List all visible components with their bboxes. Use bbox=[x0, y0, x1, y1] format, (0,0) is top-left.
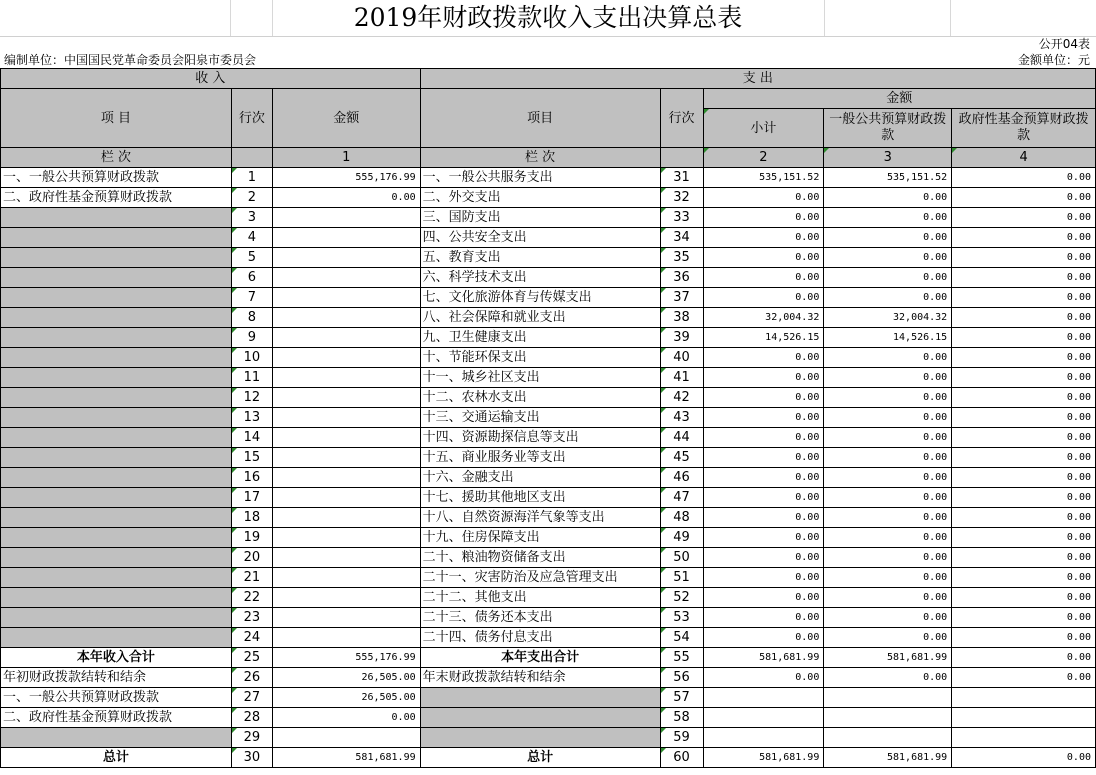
general-budget-cell: 0.00 bbox=[824, 448, 952, 468]
fund-budget-header: 政府性基金预算财政拨款 bbox=[952, 109, 1096, 148]
general-budget-cell: 0.00 bbox=[824, 408, 952, 428]
budget-table bbox=[0, 68, 1096, 768]
income-row-no-cell: 8 bbox=[231, 308, 272, 328]
expense-item-cell: 二十二、其他支出 bbox=[420, 588, 660, 608]
income-row-no-cell: 9 bbox=[231, 328, 272, 348]
fund-budget-cell: 0.00 bbox=[952, 748, 1096, 768]
income-amount-cell bbox=[272, 608, 420, 628]
fund-budget-cell: 0.00 bbox=[952, 528, 1096, 548]
income-row-no-cell: 5 bbox=[231, 248, 272, 268]
expense-item-cell: 十一、城乡社区支出 bbox=[420, 368, 660, 388]
income-row-no-cell: 23 bbox=[231, 608, 272, 628]
expense-row-no-cell: 38 bbox=[660, 308, 703, 328]
income-amount-cell bbox=[272, 628, 420, 648]
income-amount-cell bbox=[272, 308, 420, 328]
table-row bbox=[1, 428, 1096, 448]
expense-item-cell: 总计 bbox=[420, 748, 660, 768]
expense-row-no-cell: 55 bbox=[660, 648, 703, 668]
general-budget-cell: 0.00 bbox=[824, 568, 952, 588]
table-row bbox=[1, 348, 1096, 368]
general-budget-cell: 0.00 bbox=[824, 468, 952, 488]
lanci-label: 栏 次 bbox=[1, 148, 232, 168]
income-item-cell bbox=[1, 428, 232, 448]
subtotal-cell: 0.00 bbox=[703, 248, 824, 268]
general-budget-cell: 0.00 bbox=[824, 348, 952, 368]
income-amount-cell bbox=[272, 588, 420, 608]
expense-row-no-cell: 47 bbox=[660, 488, 703, 508]
income-item-cell bbox=[1, 248, 232, 268]
general-budget-cell: 0.00 bbox=[824, 668, 952, 688]
fund-budget-cell bbox=[952, 728, 1096, 748]
income-amount-cell bbox=[272, 428, 420, 448]
col-index-2: 2 bbox=[703, 148, 824, 168]
subtotal-cell: 535,151.52 bbox=[703, 168, 824, 188]
expense-item-cell: 六、科学技术支出 bbox=[420, 268, 660, 288]
fund-budget-cell: 0.00 bbox=[952, 508, 1096, 528]
income-amount-cell bbox=[272, 468, 420, 488]
income-amount-cell bbox=[272, 328, 420, 348]
expense-item-cell: 年末财政拨款结转和结余 bbox=[420, 668, 660, 688]
income-item-cell: 年初财政拨款结转和结余 bbox=[1, 668, 232, 688]
expense-item-cell: 二十四、债务付息支出 bbox=[420, 628, 660, 648]
expense-row-no-cell: 57 bbox=[660, 688, 703, 708]
fund-budget-cell: 0.00 bbox=[952, 188, 1096, 208]
income-item-cell bbox=[1, 628, 232, 648]
expense-row-no-cell: 58 bbox=[660, 708, 703, 728]
income-amount-cell bbox=[272, 448, 420, 468]
expense-item-cell: 十六、金融支出 bbox=[420, 468, 660, 488]
expense-item-cell: 七、文化旅游体育与传媒支出 bbox=[420, 288, 660, 308]
subtotal-cell: 32,004.32 bbox=[703, 308, 824, 328]
general-budget-cell: 581,681.99 bbox=[824, 748, 952, 768]
expense-item-cell: 八、社会保障和就业支出 bbox=[420, 308, 660, 328]
general-budget-cell: 581,681.99 bbox=[824, 648, 952, 668]
expense-item-header: 项目 bbox=[420, 89, 660, 148]
lanci-blank bbox=[231, 148, 272, 168]
fund-budget-cell: 0.00 bbox=[952, 468, 1096, 488]
general-budget-cell: 0.00 bbox=[824, 208, 952, 228]
expense-row-no-cell: 45 bbox=[660, 448, 703, 468]
expense-item-cell: 二十一、灾害防治及应急管理支出 bbox=[420, 568, 660, 588]
income-row-no-cell: 14 bbox=[231, 428, 272, 448]
income-item-cell bbox=[1, 608, 232, 628]
income-amount-cell bbox=[272, 508, 420, 528]
fund-budget-cell: 0.00 bbox=[952, 288, 1096, 308]
income-item-cell bbox=[1, 368, 232, 388]
fund-budget-cell: 0.00 bbox=[952, 368, 1096, 388]
income-row-no-cell: 6 bbox=[231, 268, 272, 288]
general-budget-cell: 0.00 bbox=[824, 188, 952, 208]
income-amount-cell bbox=[272, 388, 420, 408]
income-row-no-cell: 30 bbox=[231, 748, 272, 768]
income-row-no-cell: 1 bbox=[231, 168, 272, 188]
income-item-cell: 总计 bbox=[1, 748, 232, 768]
income-row-no-cell: 19 bbox=[231, 528, 272, 548]
money-unit-label: 金额单位：元 bbox=[1017, 53, 1090, 67]
expense-row-no-cell: 49 bbox=[660, 528, 703, 548]
expense-row-no-cell: 39 bbox=[660, 328, 703, 348]
lanci-blank-expense bbox=[660, 148, 703, 168]
expense-row-no-cell: 53 bbox=[660, 608, 703, 628]
income-row-no-cell: 15 bbox=[231, 448, 272, 468]
expense-row-no-cell: 44 bbox=[660, 428, 703, 448]
expense-item-cell: 二、外交支出 bbox=[420, 188, 660, 208]
income-item-cell: 本年收入合计 bbox=[1, 648, 232, 668]
page-title: 2019年财政拨款收入支出决算总表 bbox=[353, 3, 743, 32]
general-budget-cell: 32,004.32 bbox=[824, 308, 952, 328]
income-item-cell bbox=[1, 308, 232, 328]
expense-row-no-cell: 48 bbox=[660, 508, 703, 528]
general-budget-cell: 0.00 bbox=[824, 388, 952, 408]
general-budget-cell: 0.00 bbox=[824, 288, 952, 308]
income-amount-cell bbox=[272, 728, 420, 748]
general-budget-cell: 535,151.52 bbox=[824, 168, 952, 188]
subtotal-cell: 0.00 bbox=[703, 188, 824, 208]
expense-item-cell: 五、教育支出 bbox=[420, 248, 660, 268]
subtotal-cell bbox=[703, 728, 824, 748]
table-row bbox=[1, 328, 1096, 348]
general-budget-cell: 0.00 bbox=[824, 488, 952, 508]
income-item-cell bbox=[1, 388, 232, 408]
table-row bbox=[1, 388, 1096, 408]
subtotal-cell bbox=[703, 688, 824, 708]
income-item-cell bbox=[1, 488, 232, 508]
amount-group-header: 金额 bbox=[703, 89, 1096, 109]
table-row bbox=[1, 628, 1096, 648]
general-budget-cell: 0.00 bbox=[824, 588, 952, 608]
income-row-no-cell: 27 bbox=[231, 688, 272, 708]
form-code: 公开04表 bbox=[1038, 37, 1090, 51]
general-budget-cell: 14,526.15 bbox=[824, 328, 952, 348]
income-item-cell bbox=[1, 228, 232, 248]
subtotal-cell: 0.00 bbox=[703, 668, 824, 688]
col-index-1: 1 bbox=[272, 148, 420, 168]
general-budget-cell bbox=[824, 708, 952, 728]
general-budget-cell: 0.00 bbox=[824, 508, 952, 528]
expense-item-cell: 十三、交通运输支出 bbox=[420, 408, 660, 428]
income-amount-cell: 555,176.99 bbox=[272, 168, 420, 188]
subtotal-cell: 14,526.15 bbox=[703, 328, 824, 348]
income-amount-cell: 26,505.00 bbox=[272, 688, 420, 708]
fund-budget-cell: 0.00 bbox=[952, 608, 1096, 628]
subtotal-cell: 0.00 bbox=[703, 608, 824, 628]
income-item-cell: 一、一般公共预算财政拨款 bbox=[1, 688, 232, 708]
table-row bbox=[1, 588, 1096, 608]
table-row bbox=[1, 608, 1096, 628]
expense-item-cell: 二十、粮油物资储备支出 bbox=[420, 548, 660, 568]
income-row-no-cell: 4 bbox=[231, 228, 272, 248]
col-index-4: 4 bbox=[952, 148, 1096, 168]
fund-budget-cell: 0.00 bbox=[952, 408, 1096, 428]
subtotal-cell: 0.00 bbox=[703, 588, 824, 608]
income-row-no-cell: 20 bbox=[231, 548, 272, 568]
table-row bbox=[1, 668, 1096, 688]
general-budget-cell: 0.00 bbox=[824, 428, 952, 448]
fund-budget-cell: 0.00 bbox=[952, 328, 1096, 348]
expense-row-no-cell: 41 bbox=[660, 368, 703, 388]
fund-budget-cell: 0.00 bbox=[952, 388, 1096, 408]
table-row bbox=[1, 248, 1096, 268]
income-amount-cell: 581,681.99 bbox=[272, 748, 420, 768]
income-item-cell bbox=[1, 208, 232, 228]
general-budget-cell: 0.00 bbox=[824, 228, 952, 248]
org-label: 编制单位：中国国民党革命委员会阳泉市委员会 bbox=[4, 53, 257, 67]
subtotal-cell: 0.00 bbox=[703, 288, 824, 308]
expense-row-no-cell: 59 bbox=[660, 728, 703, 748]
income-item-cell bbox=[1, 588, 232, 608]
income-amount-cell bbox=[272, 568, 420, 588]
income-item-cell bbox=[1, 328, 232, 348]
expense-header: 支 出 bbox=[420, 69, 1095, 89]
expense-row-no-cell: 40 bbox=[660, 348, 703, 368]
income-item-cell bbox=[1, 728, 232, 748]
subtotal-cell: 0.00 bbox=[703, 488, 824, 508]
subtotal-cell: 0.00 bbox=[703, 388, 824, 408]
income-amount-cell bbox=[272, 348, 420, 368]
fund-budget-cell: 0.00 bbox=[952, 588, 1096, 608]
expense-item-cell: 九、卫生健康支出 bbox=[420, 328, 660, 348]
fund-budget-cell: 0.00 bbox=[952, 668, 1096, 688]
income-item-cell bbox=[1, 548, 232, 568]
fund-budget-cell: 0.00 bbox=[952, 348, 1096, 368]
table-row bbox=[1, 468, 1096, 488]
table-row bbox=[1, 288, 1096, 308]
general-budget-cell: 0.00 bbox=[824, 608, 952, 628]
subtotal-cell: 0.00 bbox=[703, 208, 824, 228]
subtotal-header: 小计 bbox=[703, 109, 824, 148]
table-row bbox=[1, 648, 1096, 668]
income-row-no-cell: 12 bbox=[231, 388, 272, 408]
expense-row-no-cell: 42 bbox=[660, 388, 703, 408]
table-row bbox=[1, 208, 1096, 228]
expense-item-cell: 四、公共安全支出 bbox=[420, 228, 660, 248]
fund-budget-cell: 0.00 bbox=[952, 548, 1096, 568]
income-row-no-cell: 29 bbox=[231, 728, 272, 748]
subtotal-cell: 0.00 bbox=[703, 548, 824, 568]
expense-item-cell bbox=[420, 728, 660, 748]
income-item-cell: 二、政府性基金预算财政拨款 bbox=[1, 708, 232, 728]
income-item-cell bbox=[1, 288, 232, 308]
subtotal-cell: 0.00 bbox=[703, 508, 824, 528]
income-item-cell bbox=[1, 408, 232, 428]
subtotal-cell: 0.00 bbox=[703, 528, 824, 548]
income-row-no-cell: 25 bbox=[231, 648, 272, 668]
table-row bbox=[1, 268, 1096, 288]
fund-budget-cell: 0.00 bbox=[952, 648, 1096, 668]
income-amount-cell bbox=[272, 248, 420, 268]
fund-budget-cell: 0.00 bbox=[952, 248, 1096, 268]
table-row bbox=[1, 368, 1096, 388]
income-item-cell bbox=[1, 448, 232, 468]
table-row bbox=[1, 188, 1096, 208]
table-row bbox=[1, 508, 1096, 528]
expense-row-no-cell: 35 bbox=[660, 248, 703, 268]
income-item-cell: 二、政府性基金预算财政拨款 bbox=[1, 188, 232, 208]
income-item-cell bbox=[1, 348, 232, 368]
expense-row-no-cell: 31 bbox=[660, 168, 703, 188]
expense-item-cell: 十九、住房保障支出 bbox=[420, 528, 660, 548]
income-row-no-cell: 21 bbox=[231, 568, 272, 588]
income-row-no-cell: 10 bbox=[231, 348, 272, 368]
subtotal-cell bbox=[703, 708, 824, 728]
subtotal-cell: 581,681.99 bbox=[703, 648, 824, 668]
fund-budget-cell: 0.00 bbox=[952, 428, 1096, 448]
expense-item-cell: 十四、资源勘探信息等支出 bbox=[420, 428, 660, 448]
table-row bbox=[1, 228, 1096, 248]
income-header: 收 入 bbox=[1, 69, 421, 89]
table-row bbox=[1, 488, 1096, 508]
income-amount-cell bbox=[272, 408, 420, 428]
subtotal-cell: 0.00 bbox=[703, 368, 824, 388]
expense-row-no-cell: 33 bbox=[660, 208, 703, 228]
subtotal-cell: 0.00 bbox=[703, 428, 824, 448]
expense-row-no-cell: 60 bbox=[660, 748, 703, 768]
expense-item-cell: 三、国防支出 bbox=[420, 208, 660, 228]
expense-row-no-cell: 46 bbox=[660, 468, 703, 488]
income-amount-cell bbox=[272, 288, 420, 308]
column-index-row bbox=[1, 148, 1096, 168]
income-row-no-cell: 7 bbox=[231, 288, 272, 308]
expense-item-cell: 十七、援助其他地区支出 bbox=[420, 488, 660, 508]
fund-budget-cell: 0.00 bbox=[952, 308, 1096, 328]
income-item-cell bbox=[1, 528, 232, 548]
income-row-no-header: 行次 bbox=[231, 89, 272, 148]
expense-row-no-cell: 54 bbox=[660, 628, 703, 648]
table-row bbox=[1, 448, 1096, 468]
column-header-row bbox=[1, 89, 1096, 109]
income-row-no-cell: 17 bbox=[231, 488, 272, 508]
fund-budget-cell: 0.00 bbox=[952, 448, 1096, 468]
expense-row-no-cell: 32 bbox=[660, 188, 703, 208]
income-amount-cell bbox=[272, 268, 420, 288]
income-amount-cell: 555,176.99 bbox=[272, 648, 420, 668]
fund-budget-cell: 0.00 bbox=[952, 628, 1096, 648]
income-row-no-cell: 28 bbox=[231, 708, 272, 728]
expense-item-cell: 一、一般公共服务支出 bbox=[420, 168, 660, 188]
income-row-no-cell: 3 bbox=[231, 208, 272, 228]
income-row-no-cell: 24 bbox=[231, 628, 272, 648]
expense-item-cell: 十二、农林水支出 bbox=[420, 388, 660, 408]
expense-item-cell bbox=[420, 708, 660, 728]
subtotal-cell: 0.00 bbox=[703, 468, 824, 488]
income-row-no-cell: 26 bbox=[231, 668, 272, 688]
table-row bbox=[1, 168, 1096, 188]
table-row bbox=[1, 308, 1096, 328]
expense-row-no-cell: 50 bbox=[660, 548, 703, 568]
general-budget-cell: 0.00 bbox=[824, 548, 952, 568]
subtotal-cell: 0.00 bbox=[703, 348, 824, 368]
income-item-cell: 一、一般公共预算财政拨款 bbox=[1, 168, 232, 188]
income-row-no-cell: 18 bbox=[231, 508, 272, 528]
expense-item-cell: 本年支出合计 bbox=[420, 648, 660, 668]
expense-row-no-cell: 36 bbox=[660, 268, 703, 288]
table-row bbox=[1, 748, 1096, 768]
table-row bbox=[1, 568, 1096, 588]
subtotal-cell: 0.00 bbox=[703, 408, 824, 428]
income-amount-cell bbox=[272, 228, 420, 248]
expense-row-no-cell: 56 bbox=[660, 668, 703, 688]
subtotal-cell: 0.00 bbox=[703, 228, 824, 248]
general-budget-header: 一般公共预算财政拨款 bbox=[824, 109, 952, 148]
expense-row-no-cell: 37 bbox=[660, 288, 703, 308]
income-amount-cell: 0.00 bbox=[272, 188, 420, 208]
income-amount-cell bbox=[272, 488, 420, 508]
fund-budget-cell bbox=[952, 688, 1096, 708]
title-row bbox=[0, 0, 1096, 37]
expense-item-cell: 十五、商业服务业等支出 bbox=[420, 448, 660, 468]
expense-row-no-cell: 51 bbox=[660, 568, 703, 588]
income-amount-cell bbox=[272, 368, 420, 388]
subtotal-cell: 0.00 bbox=[703, 448, 824, 468]
general-budget-cell: 0.00 bbox=[824, 528, 952, 548]
fund-budget-cell bbox=[952, 708, 1096, 728]
fund-budget-cell: 0.00 bbox=[952, 268, 1096, 288]
income-amount-cell bbox=[272, 528, 420, 548]
general-budget-cell: 0.00 bbox=[824, 268, 952, 288]
general-budget-cell: 0.00 bbox=[824, 368, 952, 388]
income-amount-cell bbox=[272, 548, 420, 568]
expense-row-no-cell: 43 bbox=[660, 408, 703, 428]
income-row-no-cell: 2 bbox=[231, 188, 272, 208]
subtotal-cell: 0.00 bbox=[703, 628, 824, 648]
fund-budget-cell: 0.00 bbox=[952, 488, 1096, 508]
expense-row-no-cell: 34 bbox=[660, 228, 703, 248]
table-row bbox=[1, 728, 1096, 748]
income-amount-cell: 26,505.00 bbox=[272, 668, 420, 688]
expense-item-cell bbox=[420, 688, 660, 708]
income-row-no-cell: 13 bbox=[231, 408, 272, 428]
income-row-no-cell: 11 bbox=[231, 368, 272, 388]
general-budget-cell bbox=[824, 728, 952, 748]
general-budget-cell bbox=[824, 688, 952, 708]
section-header-row bbox=[1, 69, 1096, 89]
income-amount-cell: 0.00 bbox=[272, 708, 420, 728]
table-row bbox=[1, 708, 1096, 728]
income-row-no-cell: 16 bbox=[231, 468, 272, 488]
unit-line bbox=[0, 53, 1096, 67]
income-item-cell bbox=[1, 568, 232, 588]
income-item-cell bbox=[1, 468, 232, 488]
col-index-3: 3 bbox=[824, 148, 952, 168]
table-row bbox=[1, 548, 1096, 568]
income-item-cell bbox=[1, 508, 232, 528]
subtotal-cell: 0.00 bbox=[703, 568, 824, 588]
expense-item-cell: 二十三、债务还本支出 bbox=[420, 608, 660, 628]
fund-budget-cell: 0.00 bbox=[952, 168, 1096, 188]
fund-budget-cell: 0.00 bbox=[952, 228, 1096, 248]
income-amount-cell bbox=[272, 208, 420, 228]
general-budget-cell: 0.00 bbox=[824, 628, 952, 648]
income-item-cell bbox=[1, 268, 232, 288]
table-row bbox=[1, 688, 1096, 708]
lanci-label-expense: 栏 次 bbox=[420, 148, 660, 168]
table-row bbox=[1, 528, 1096, 548]
income-item-header: 项 目 bbox=[1, 89, 232, 148]
expense-row-no-cell: 52 bbox=[660, 588, 703, 608]
income-amount-header: 金额 bbox=[272, 89, 420, 148]
income-row-no-cell: 22 bbox=[231, 588, 272, 608]
expense-row-no-header: 行次 bbox=[660, 89, 703, 148]
fund-budget-cell: 0.00 bbox=[952, 568, 1096, 588]
general-budget-cell: 0.00 bbox=[824, 248, 952, 268]
expense-item-cell: 十、节能环保支出 bbox=[420, 348, 660, 368]
fund-budget-cell: 0.00 bbox=[952, 208, 1096, 228]
subtotal-cell: 581,681.99 bbox=[703, 748, 824, 768]
table-row bbox=[1, 408, 1096, 428]
subtotal-cell: 0.00 bbox=[703, 268, 824, 288]
expense-item-cell: 十八、自然资源海洋气象等支出 bbox=[420, 508, 660, 528]
